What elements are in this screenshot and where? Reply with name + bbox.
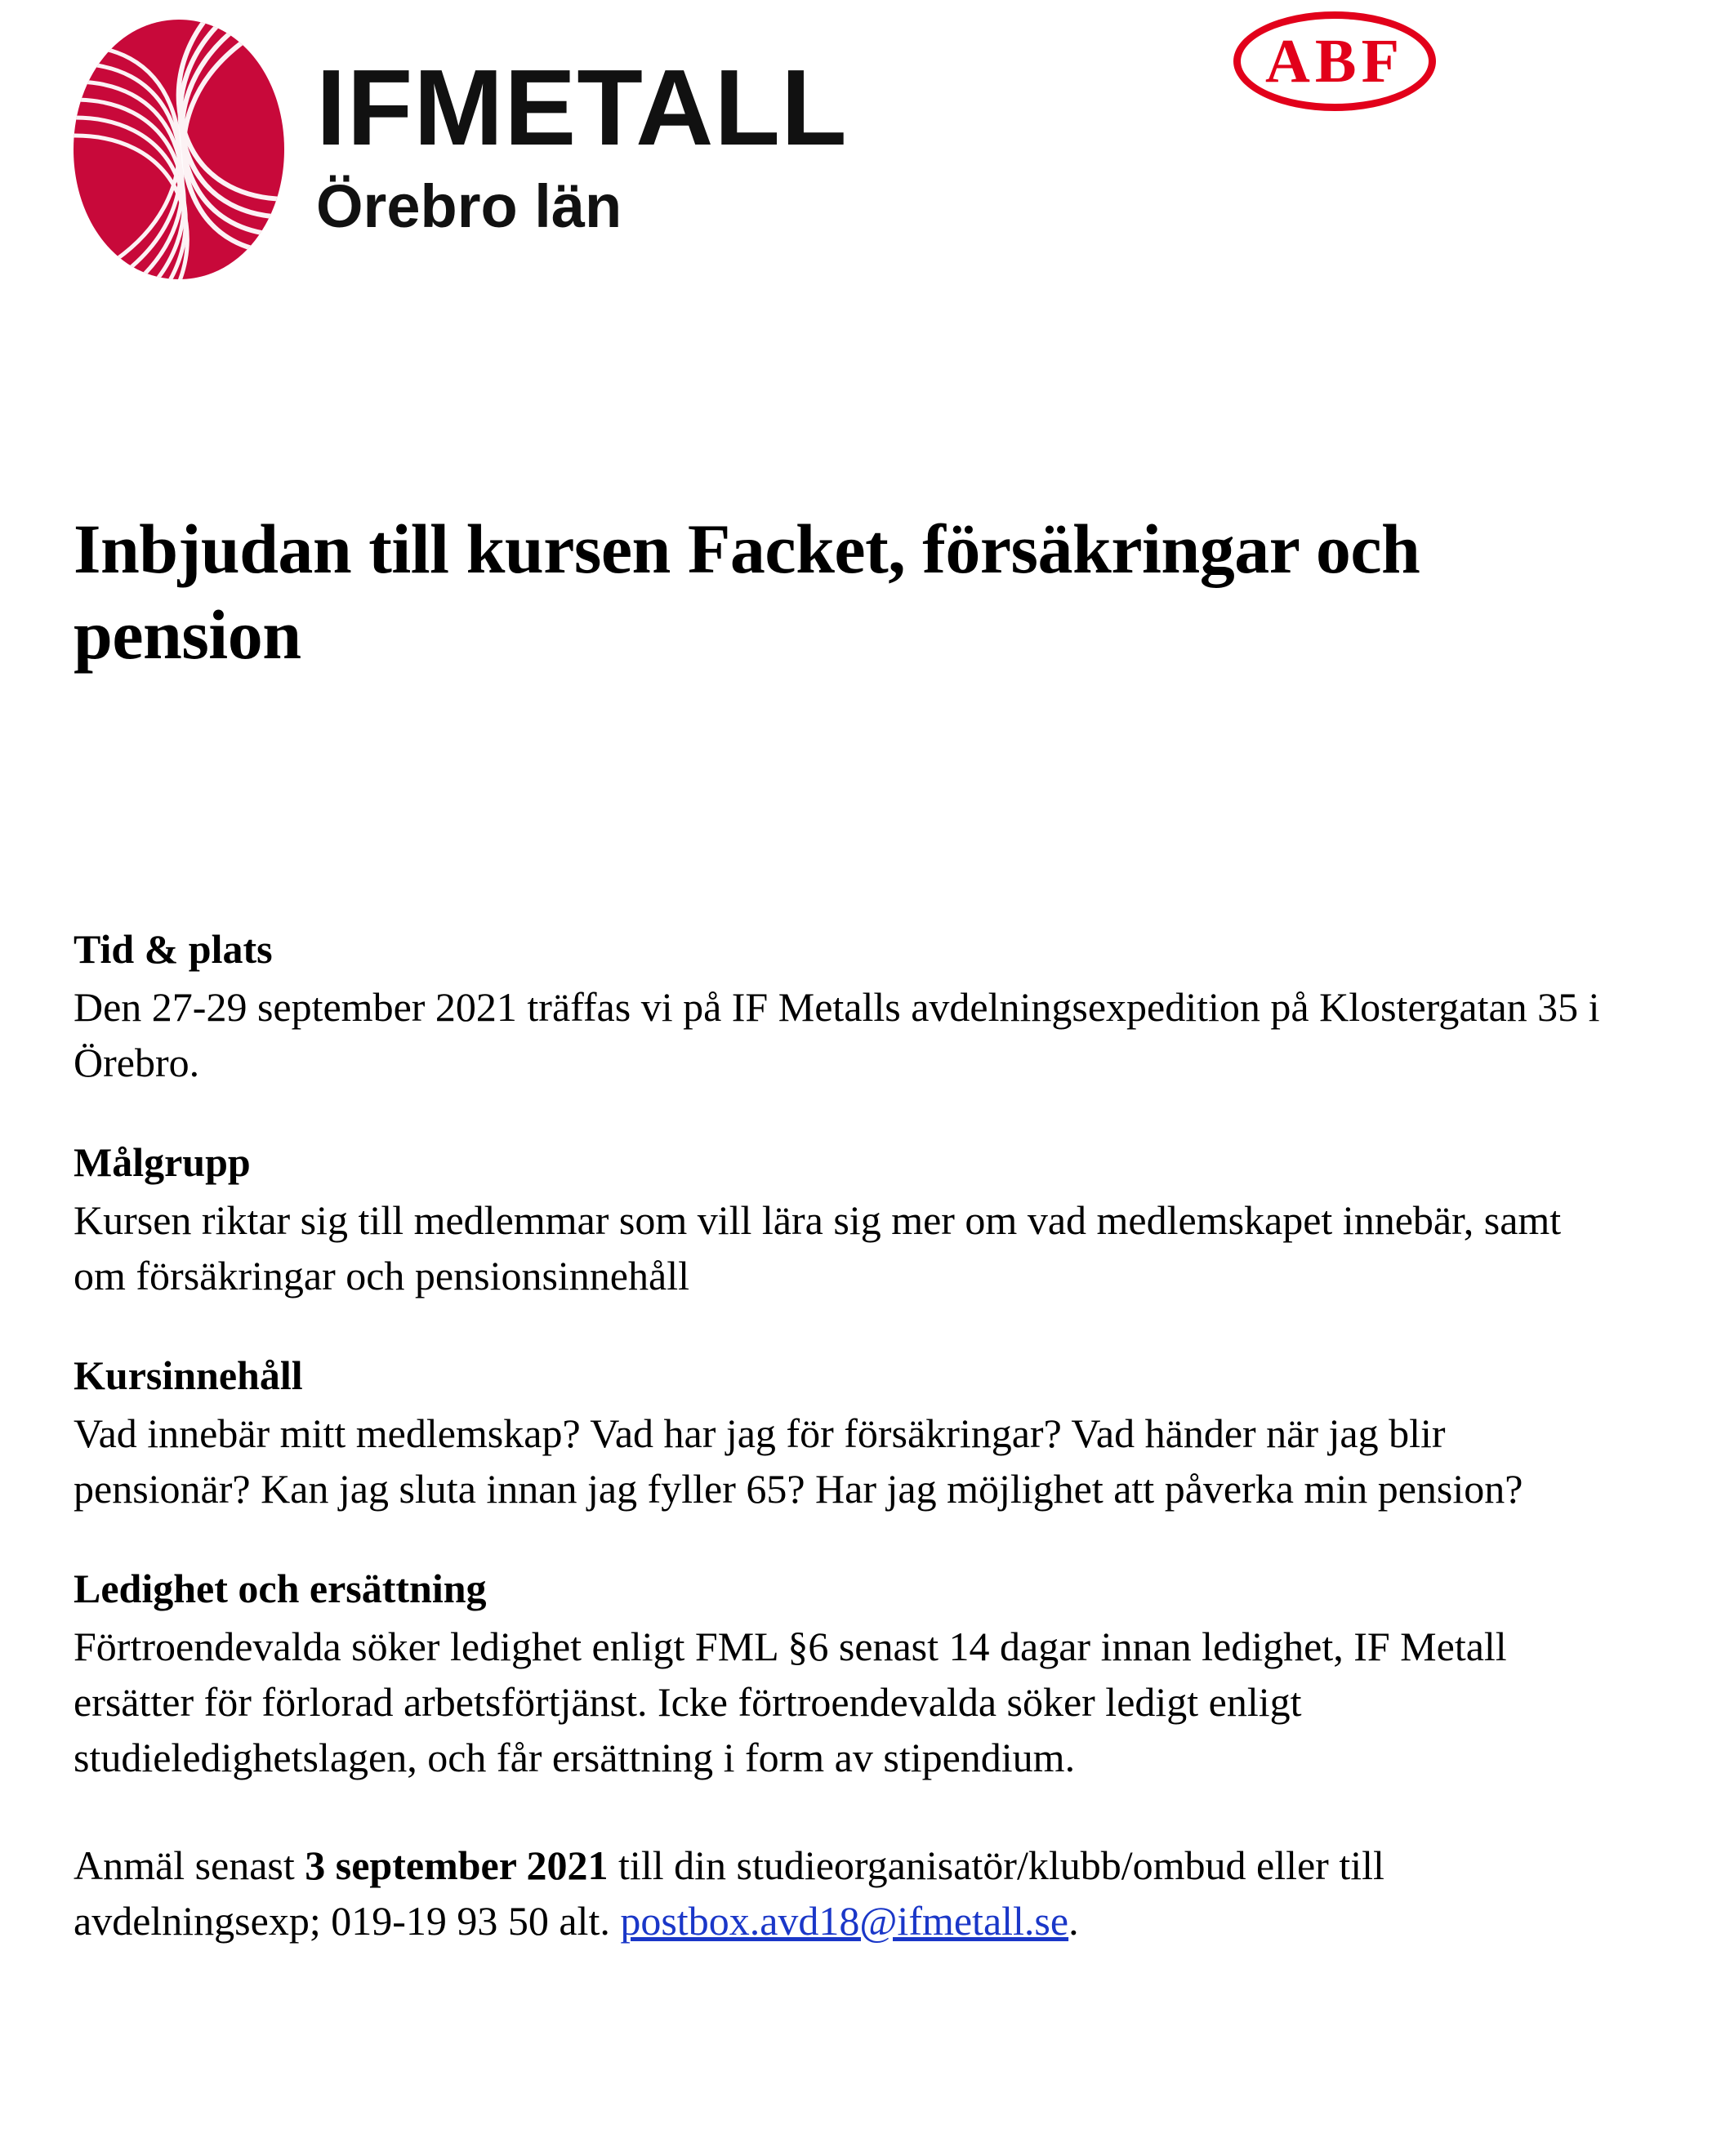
section-body: Förtroendevalda söker ledighet enligt FML §6 senast 14 dagar innan ledighet, IF Metall ersätter för förlorad arbetsförtjänst. Icke förtroendevalda söker ledigt enligt studieledighetslagen, och får ersättning i form av stipendium.	[74, 1623, 1507, 1780]
document-body	[74, 506, 1658, 1949]
ifmetall-logo	[67, 15, 848, 284]
registration-text-before: Anmäl senast	[74, 1842, 305, 1888]
section-heading: Kursinnehåll	[74, 1352, 303, 1398]
section-anmalan	[74, 1838, 1658, 1949]
registration-text-end: .	[1068, 1897, 1079, 1944]
section-body: Vad innebär mitt medlemskap? Vad har jag för försäkringar? Vad händer när jag blir pensionär? Kan jag sluta innan jag fyller 65? Har jag möjlighet att påverka min pension?	[74, 1410, 1523, 1512]
section-malgrupp	[74, 1136, 1658, 1303]
ifmetall-region-label: Örebro län	[316, 172, 622, 240]
ifmetall-wordmark-text: IFMETALL	[316, 47, 848, 167]
section-heading: Tid & plats	[74, 925, 273, 972]
section-ledighet-och-ersattning	[74, 1562, 1658, 1785]
ifmetall-wordmark	[316, 15, 848, 241]
registration-deadline: 3 september 2021	[305, 1842, 609, 1888]
title-spacer	[74, 678, 1658, 923]
page-title: Inbjudan till kursen Facket, försäkringar och pension	[74, 510, 1420, 674]
abf-logo-icon	[1233, 11, 1436, 111]
section-heading: Ledighet och ersättning	[74, 1565, 487, 1611]
abf-logo-label: ABF	[1265, 26, 1404, 96]
email-link[interactable]: postbox.avd18@ifmetall.se	[620, 1897, 1069, 1944]
section-body: Kursen riktar sig till medlemmar som vill lära sig mer om vad medlemskapet innebär, samt om försäkringar och pensionsinnehåll	[74, 1196, 1562, 1298]
section-tid-och-plats	[74, 923, 1658, 1090]
ifmetall-logo-icon	[67, 15, 292, 284]
registration-text-after: till din studieorganisatör/klubb/ombud eller till avdelningsexp; 019-19 93 50 alt.	[74, 1842, 1384, 1944]
section-kursinnehall	[74, 1349, 1658, 1517]
document-header	[0, 8, 1730, 302]
registration-paragraph	[74, 1838, 1617, 1949]
section-body: Den 27-29 september 2021 träffas vi på IF Metalls avdelningsexpedition på Klostergatan 35 i Örebro.	[74, 983, 1600, 1085]
section-heading: Målgrupp	[74, 1138, 251, 1185]
